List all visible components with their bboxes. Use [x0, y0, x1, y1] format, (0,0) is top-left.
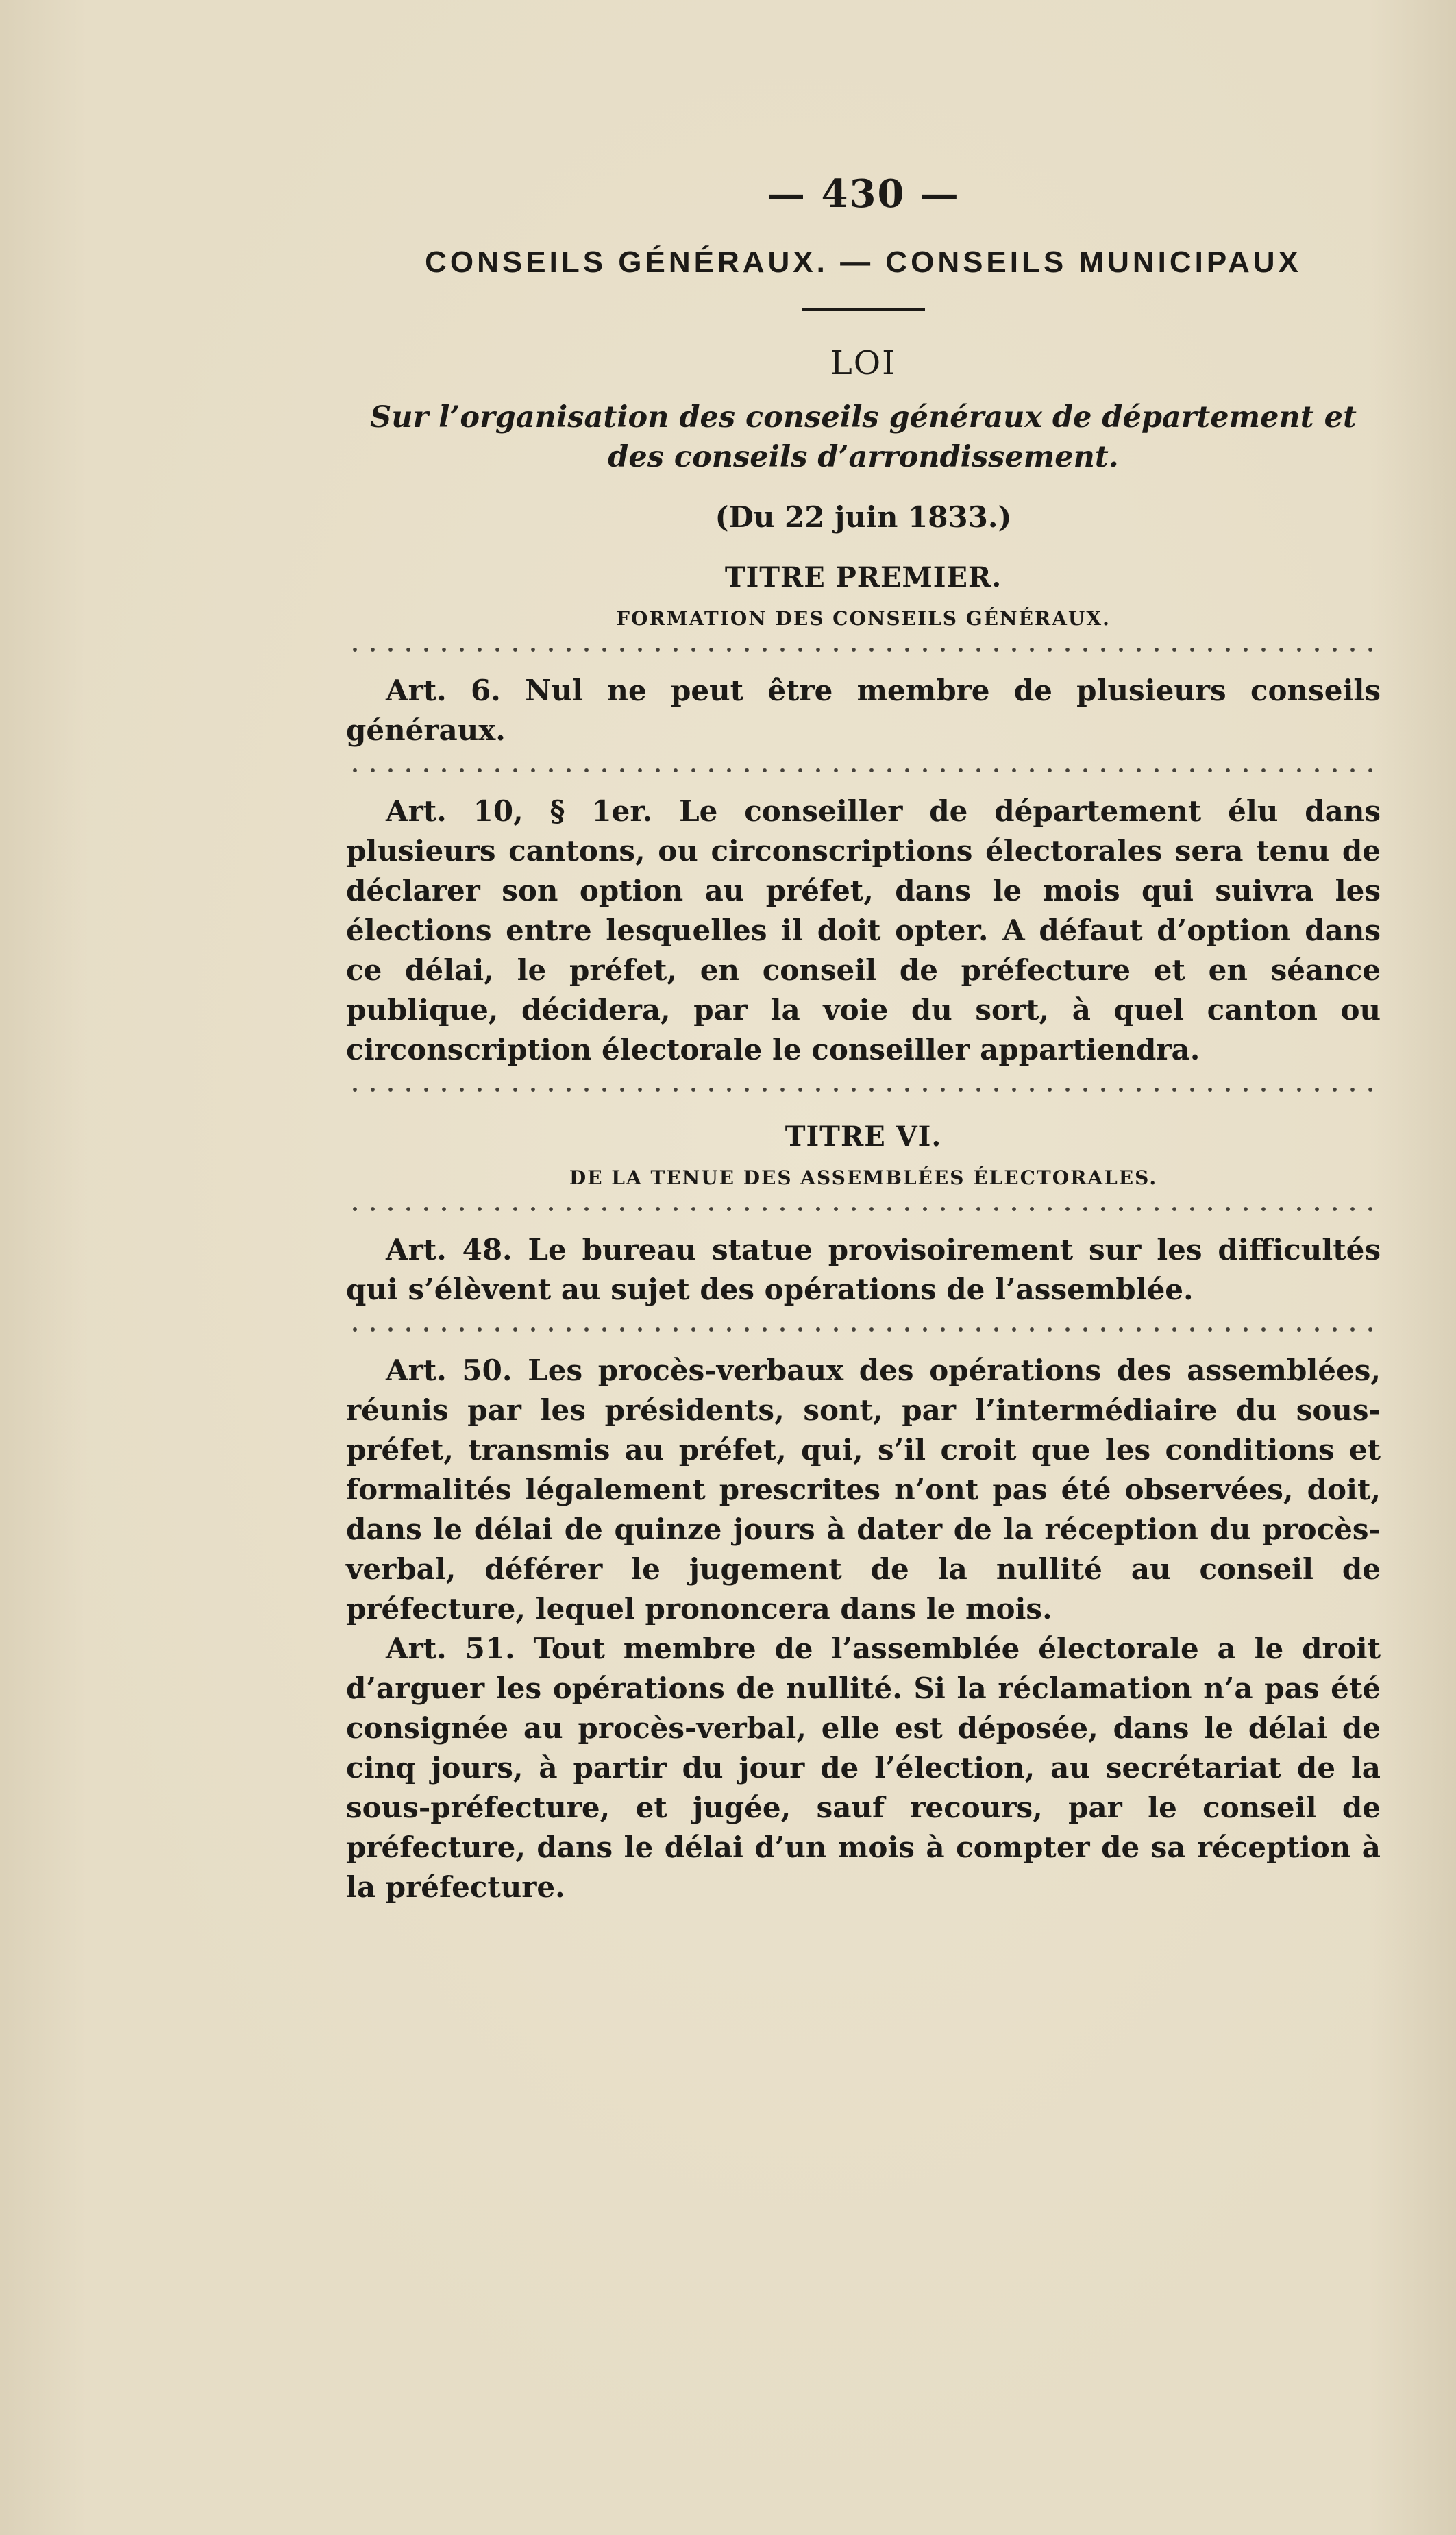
page-content: [346, 171, 1381, 1907]
title-rule: [802, 308, 925, 311]
dotted-separator: [346, 767, 1381, 774]
dotted-separator: [346, 1205, 1381, 1212]
law-subtitle-line-2: des conseils d’arrondissement.: [608, 440, 1119, 474]
article-10: Art. 10, § 1er. Le conseiller de département élu dans plusieurs cantons, ou circonscriptions électorales sera tenu de déclarer son option au préfet, dans le mois qui suivra les élections entre lesquelles il doit opter. A défaut d’option dans ce délai, le préfet, en conseil de préfecture et en séance publique, décidera, par la voie du sort, à quel canton ou circonscription électorale le conseiller appartiendra.: [346, 794, 1381, 1066]
running-head: CONSEILS GÉNÉRAUX. — CONSEILS MUNICIPAUX: [425, 245, 1302, 279]
titre-premier-heading: FORMATION DES CONSEILS GÉNÉRAUX.: [616, 607, 1111, 630]
article-6: Art. 6. Nul ne peut être membre de plusieurs conseils généraux.: [346, 674, 1381, 747]
dotted-separator: [346, 646, 1381, 653]
law-subtitle: [346, 397, 1381, 477]
page-number: — 430 —: [767, 171, 960, 217]
article-48: Art. 48. Le bureau statue provisoirement sur les difficultés qui s’élèvent au sujet des opérations de l’assemblée.: [346, 1233, 1381, 1306]
titre-vi-heading: DE LA TENUE DES ASSEMBLÉES ÉLECTORALES.: [569, 1166, 1158, 1189]
dotted-separator: [346, 1326, 1381, 1333]
article-51: Art. 51. Tout membre de l’assemblée électorale a le droit d’arguer les opérations de nullité. Si la réclamation n’a pas été consignée au procès-verbal, elle est déposée, dans le délai de cinq jours, à partir du jour de l’élection, au secrétariat de la sous-préfecture, et jugée, sauf recours, par le conseil de préfecture, dans le délai d’un mois à compter de sa réception à la préfecture.: [346, 1632, 1381, 1904]
titre-vi-label: TITRE VI.: [785, 1120, 942, 1153]
law-title: LOI: [830, 344, 897, 382]
dotted-separator: [346, 1086, 1381, 1093]
law-subtitle-line-1: Sur l’organisation des conseils généraux de département et: [370, 400, 1357, 434]
law-date: (Du 22 juin 1833.): [715, 500, 1012, 534]
titre-premier-label: TITRE PREMIER.: [724, 561, 1002, 593]
article-50: Art. 50. Les procès-verbaux des opérations des assemblées, réunis par les présidents, sont, par l’intermédiaire du sous-préfet, transmis au préfet, qui, s’il croit que les conditions et formalités légalement prescrites n’ont pas été observées, doit, dans le délai de quinze jours à dater de la réception du procès-verbal, déférer le jugement de la nullité au conseil de préfecture, lequel prononcera dans le mois.: [346, 1354, 1381, 1626]
